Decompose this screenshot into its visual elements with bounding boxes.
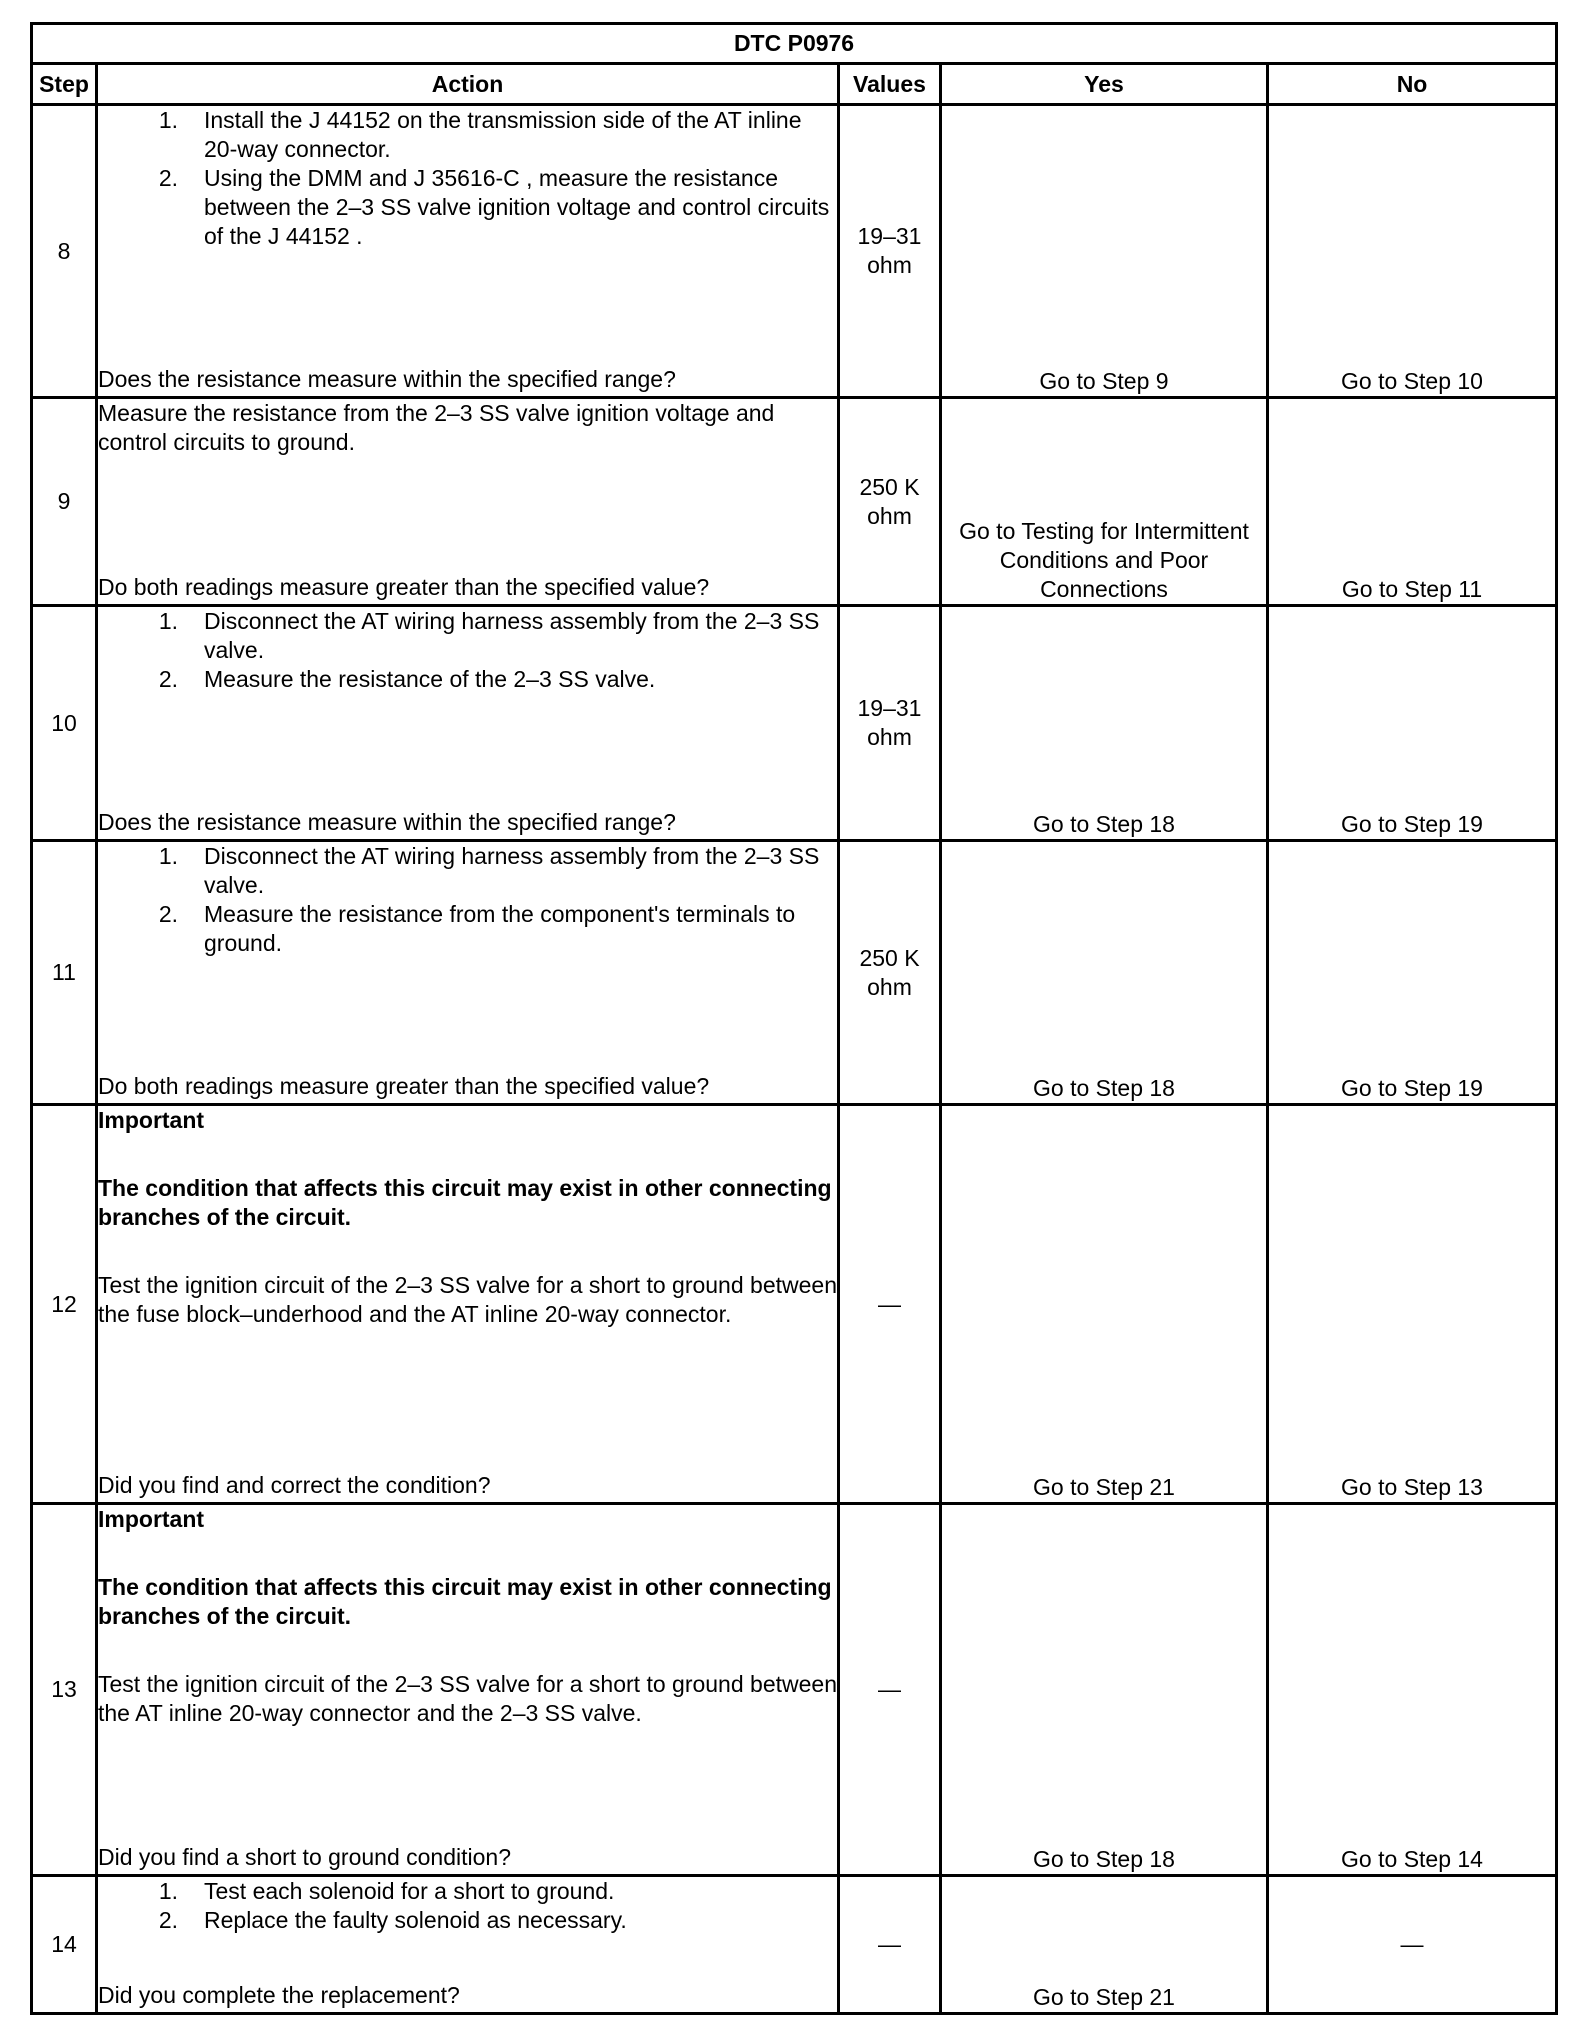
action-cell xyxy=(97,841,839,1105)
action-text: Test the ignition circuit of the 2–3 SS valve for a short to ground between the AT inline 20-way connector and the 2–3 SS valve. xyxy=(98,1671,837,1726)
action-cell xyxy=(97,105,839,398)
yes-cell: Go to Step 18 xyxy=(941,841,1268,1105)
header-yes: Yes xyxy=(941,64,1268,105)
step-number: 10 xyxy=(32,606,97,841)
header-step: Step xyxy=(32,64,97,105)
header-values: Values xyxy=(839,64,941,105)
action-cell xyxy=(97,1105,839,1504)
important-label: Important xyxy=(98,1506,205,1532)
yes-cell: Go to Step 18 xyxy=(941,1504,1268,1876)
list-item: 2. Measure the resistance of the 2–3 SS valve. xyxy=(158,666,656,692)
step-number: 14 xyxy=(32,1876,97,2014)
table-row xyxy=(32,398,1557,606)
header-no: No xyxy=(1268,64,1557,105)
action-cell xyxy=(97,1876,839,2014)
action-cell xyxy=(97,1504,839,1876)
action-text: Test the ignition circuit of the 2–3 SS valve for a short to ground between the fuse block–underhood and the AT inline 20-way connector. xyxy=(98,1272,837,1327)
action-list xyxy=(98,842,837,958)
table-row xyxy=(32,1876,1557,2014)
value-cell: — xyxy=(839,1876,941,2014)
yes-cell: Go to Step 21 xyxy=(941,1105,1268,1504)
action-cell xyxy=(97,398,839,606)
action-list xyxy=(98,1877,837,1935)
action-question: Does the resistance measure within the specified range? xyxy=(98,366,676,392)
no-cell: — xyxy=(1268,1876,1557,2014)
action-question: Do both readings measure greater than the specified value? xyxy=(98,1073,710,1099)
value-cell: 250 K ohm xyxy=(839,841,941,1105)
yes-cell: Go to Step 18 xyxy=(941,606,1268,841)
list-item: 1. Disconnect the AT wiring harness assembly from the 2–3 SS valve. xyxy=(158,843,820,898)
list-item: 1. Install the J 44152 on the transmission side of the AT inline 20-way connector. xyxy=(158,107,802,162)
step-number: 8 xyxy=(32,105,97,398)
table-row xyxy=(32,1504,1557,1876)
yes-cell: Go to Step 21 xyxy=(941,1876,1268,2014)
action-question: Did you find and correct the condition? xyxy=(98,1472,491,1498)
list-item: 2. Measure the resistance from the component's terminals to ground. xyxy=(158,901,796,956)
header-action: Action xyxy=(97,64,839,105)
list-item: 2. Replace the faulty solenoid as necessary. xyxy=(158,1907,627,1933)
list-item: 2. Using the DMM and J 35616-C , measure the resistance between the 2–3 SS valve ignition voltage and control circuits of the J 44152 . xyxy=(158,165,830,249)
action-list xyxy=(98,607,837,694)
dtc-table xyxy=(30,22,1558,2015)
table-title: DTC P0976 xyxy=(32,24,1557,64)
no-cell: Go to Step 13 xyxy=(1268,1105,1557,1504)
table-row xyxy=(32,841,1557,1105)
list-item: 1. Disconnect the AT wiring harness assembly from the 2–3 SS valve. xyxy=(158,608,820,663)
value-cell: 19–31 ohm xyxy=(839,606,941,841)
yes-cell: Go to Step 9 xyxy=(941,105,1268,398)
list-item: 1. Test each solenoid for a short to ground. xyxy=(158,1878,615,1904)
no-cell: Go to Step 10 xyxy=(1268,105,1557,398)
table-row xyxy=(32,105,1557,398)
table-row xyxy=(32,1105,1557,1504)
important-note: The condition that affects this circuit may exist in other connecting branches of the circuit. xyxy=(98,1175,832,1230)
value-cell: 250 K ohm xyxy=(839,398,941,606)
action-question: Does the resistance measure within the specified range? xyxy=(98,809,676,835)
no-cell: Go to Step 19 xyxy=(1268,841,1557,1105)
action-question: Did you complete the replacement? xyxy=(98,1982,460,2008)
action-list xyxy=(98,106,837,251)
action-question: Did you find a short to ground condition? xyxy=(98,1844,511,1870)
step-number: 11 xyxy=(32,841,97,1105)
value-cell: — xyxy=(839,1504,941,1876)
yes-cell: Go to Testing for Intermittent Conditions and Poor Connections xyxy=(941,398,1268,606)
action-question: Do both readings measure greater than the specified value? xyxy=(98,574,710,600)
header-row xyxy=(32,64,1557,105)
no-cell: Go to Step 11 xyxy=(1268,398,1557,606)
step-number: 12 xyxy=(32,1105,97,1504)
step-number: 13 xyxy=(32,1504,97,1876)
value-cell: — xyxy=(839,1105,941,1504)
action-cell xyxy=(97,606,839,841)
important-label: Important xyxy=(98,1107,205,1133)
no-cell: Go to Step 19 xyxy=(1268,606,1557,841)
value-cell: 19–31 ohm xyxy=(839,105,941,398)
title-row xyxy=(32,24,1557,64)
no-cell: Go to Step 14 xyxy=(1268,1504,1557,1876)
action-text: Measure the resistance from the 2–3 SS valve ignition voltage and control circuits to ground. xyxy=(98,400,775,455)
table-row xyxy=(32,606,1557,841)
step-number: 9 xyxy=(32,398,97,606)
important-note: The condition that affects this circuit may exist in other connecting branches of the circuit. xyxy=(98,1574,832,1629)
